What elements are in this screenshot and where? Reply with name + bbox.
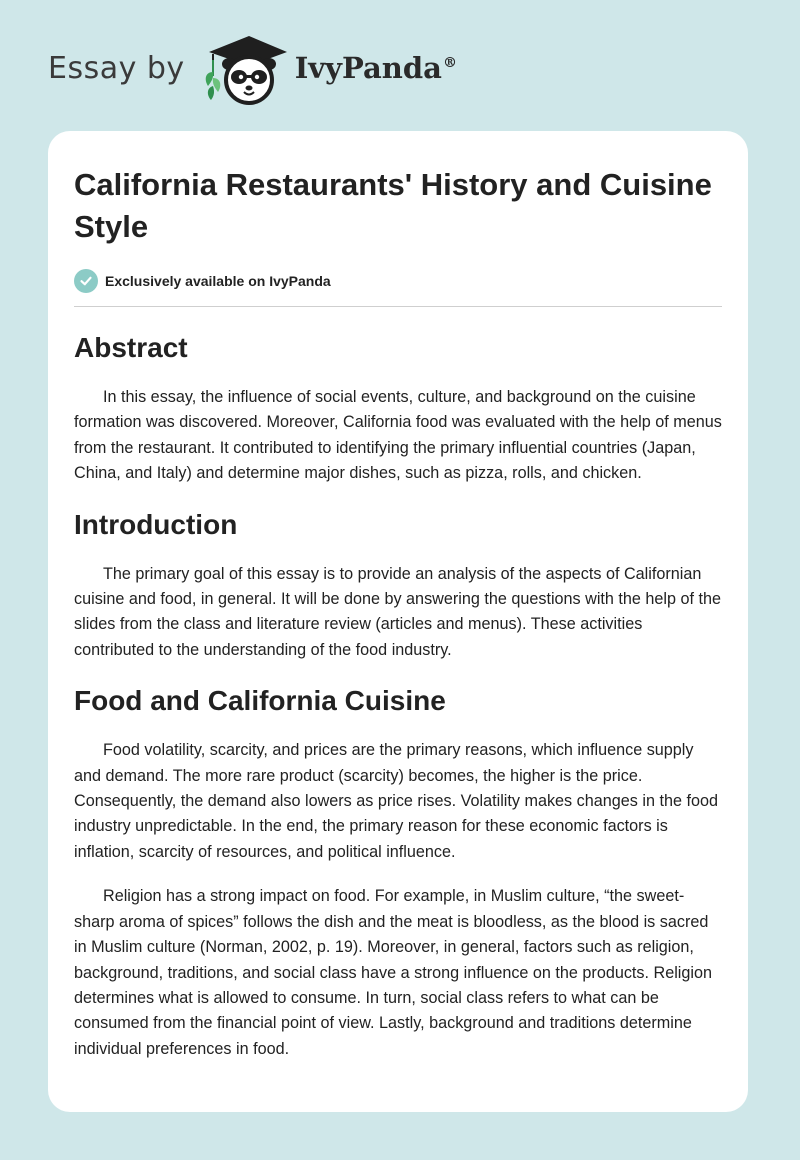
exclusive-label: Exclusively available on IvyPanda (105, 273, 331, 289)
panda-graduate-icon[interactable] (199, 28, 289, 108)
brand-name[interactable]: IvyPanda® (294, 51, 457, 85)
section-heading-food-and-california-cuisine: Food and California Cuisine (74, 685, 446, 717)
section-heading-abstract: Abstract (74, 332, 188, 363)
paragraph: Religion has a strong impact on food. For example, in Muslim culture, “the sweet-sharp aroma of spices” follows the dish and the meat is bloodless, as the blood is sacred in Muslim culture (Norman, 2002, p. 19). Moreover, in general, factors such as religion, background, traditions, and social class have a strong influence on the products. Religion determines what is allowed to consume. In turn, social class refers to what can be consumed from the financial point of view. Lastly, background and traditions determine individual preferences in food. (74, 887, 712, 1058)
site-header (48, 28, 457, 108)
divider (74, 306, 722, 307)
exclusive-badge (74, 268, 722, 294)
paragraph: The primary goal of this essay is to provide an analysis of the aspects of Californian cuisine and food, in general. It will be done by answering the questions with the help of the slides from the class and literature review (articles and menus). These activities contributed to the understanding of the food industry. (74, 564, 722, 659)
essay-card (48, 131, 748, 1112)
registered-mark: ® (442, 55, 457, 72)
paragraph: In this essay, the influence of social events, culture, and background on the cuisine formation was discovered. Moreover, California food was evaluated with the help of menus from the restaurant. It contributed to identifying the primary influential countries (Japan, China, and Italy) and determine major dishes, such as pizza, rolls, and chicken. (74, 388, 722, 483)
section-heading-introduction: Introduction (74, 508, 238, 540)
check-circle-icon (74, 269, 98, 293)
paragraph: Food volatility, scarcity, and prices are the primary reasons, which influence supply and demand. The more rare product (scarcity) becomes, the higher is the price. Consequently, the demand also lowers as price rises. Volatility makes changes in the food industry unpredictable. In the end, the primary reason for these economic factors is inflation, scarcity of resources, and political influence. (74, 741, 718, 861)
essay-by-label: Essay by (48, 50, 185, 86)
essay-title: California Restaurants' History and Cuisine Style (74, 167, 712, 244)
